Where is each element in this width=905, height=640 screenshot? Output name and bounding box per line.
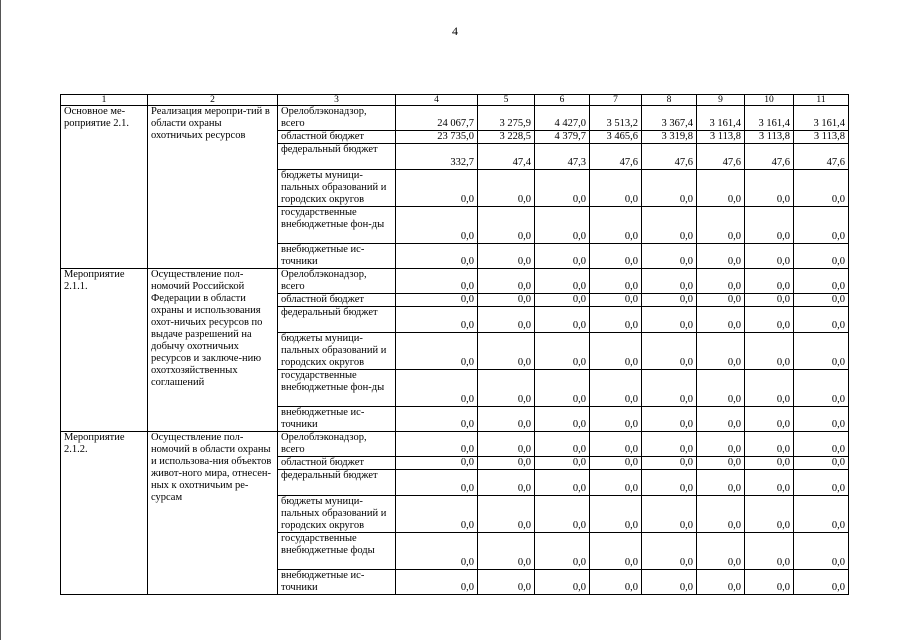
value-cell: 3 161,4 (697, 106, 745, 131)
value-cell: 0,0 (478, 470, 535, 496)
value-cell: 0,0 (642, 269, 697, 294)
value-cell: 0,0 (478, 170, 535, 207)
value-cell: 0,0 (478, 370, 535, 407)
table-row (61, 269, 849, 294)
value-cell: 0,0 (697, 457, 745, 470)
value-cell: 0,0 (745, 307, 794, 333)
funding-source-cell: федеральный бюджет (278, 144, 396, 170)
funding-source-cell: бюджеты муници-пальных образований и городских округов (278, 496, 396, 533)
value-cell: 0,0 (794, 496, 849, 533)
value-cell: 0,0 (745, 496, 794, 533)
value-cell: 0,0 (697, 269, 745, 294)
value-cell: 0,0 (590, 570, 642, 595)
value-cell: 0,0 (396, 207, 478, 244)
value-cell: 0,0 (697, 370, 745, 407)
value-cell: 0,0 (642, 244, 697, 269)
value-cell: 24 067,7 (396, 106, 478, 131)
value-cell: 0,0 (396, 307, 478, 333)
value-cell: 3 161,4 (745, 106, 794, 131)
value-cell: 0,0 (590, 432, 642, 457)
value-cell: 47,6 (794, 144, 849, 170)
value-cell: 0,0 (396, 432, 478, 457)
value-cell: 0,0 (642, 407, 697, 432)
value-cell: 0,0 (590, 370, 642, 407)
value-cell: 0,0 (535, 457, 590, 470)
value-cell: 0,0 (642, 370, 697, 407)
table-row (61, 106, 849, 131)
funding-source-cell: федеральный бюджет (278, 307, 396, 333)
value-cell: 0,0 (535, 407, 590, 432)
value-cell: 47,6 (590, 144, 642, 170)
funding-source-cell: Орелоблэконадзор, всего (278, 269, 396, 294)
value-cell: 0,0 (745, 432, 794, 457)
value-cell: 0,0 (396, 170, 478, 207)
value-cell: 0,0 (535, 294, 590, 307)
column-number-cell: 2 (148, 95, 278, 106)
funding-source-cell: внебюджетные ис-точники (278, 570, 396, 595)
value-cell: 0,0 (535, 370, 590, 407)
value-cell: 0,0 (535, 533, 590, 570)
value-cell: 0,0 (535, 333, 590, 370)
value-cell: 0,0 (478, 457, 535, 470)
value-cell: 0,0 (745, 370, 794, 407)
funding-source-cell: бюджеты муници-пальных образований и городских округов (278, 170, 396, 207)
value-cell: 0,0 (745, 407, 794, 432)
budget-table (60, 94, 849, 595)
value-cell: 0,0 (697, 407, 745, 432)
value-cell: 0,0 (590, 457, 642, 470)
value-cell: 0,0 (535, 307, 590, 333)
description-cell: Осуществление пол-номочий Российской Федерации в области охраны и использования охот-ничьих ресурсов по выдаче разрешений на добычу охотничьих ресурсов и заключе-нию охотхозяйственных соглашений (148, 269, 278, 432)
value-cell: 4 427,0 (535, 106, 590, 131)
value-cell: 0,0 (642, 533, 697, 570)
value-cell: 0,0 (794, 432, 849, 457)
value-cell: 0,0 (697, 307, 745, 333)
funding-source-cell: областной бюджет (278, 457, 396, 470)
funding-source-cell: бюджеты муници-пальных образований и городских округов (278, 333, 396, 370)
value-cell: 0,0 (697, 207, 745, 244)
value-cell: 0,0 (642, 457, 697, 470)
value-cell: 0,0 (590, 269, 642, 294)
value-cell: 0,0 (642, 432, 697, 457)
value-cell: 0,0 (590, 207, 642, 244)
value-cell: 0,0 (590, 407, 642, 432)
column-number-cell: 8 (642, 95, 697, 106)
value-cell: 0,0 (745, 269, 794, 294)
table-body (61, 95, 849, 595)
value-cell: 0,0 (478, 244, 535, 269)
value-cell: 0,0 (396, 457, 478, 470)
value-cell: 0,0 (745, 170, 794, 207)
value-cell: 47,6 (745, 144, 794, 170)
value-cell: 0,0 (396, 294, 478, 307)
value-cell: 0,0 (535, 496, 590, 533)
value-cell: 0,0 (794, 170, 849, 207)
value-cell: 0,0 (396, 496, 478, 533)
funding-source-cell: Орелоблэконадзор, всего (278, 432, 396, 457)
value-cell: 0,0 (745, 533, 794, 570)
table-row (61, 432, 849, 457)
value-cell: 3 113,8 (697, 131, 745, 144)
value-cell: 3 113,8 (745, 131, 794, 144)
value-cell: 0,0 (478, 207, 535, 244)
value-cell: 0,0 (794, 294, 849, 307)
value-cell: 0,0 (794, 533, 849, 570)
value-cell: 3 465,6 (590, 131, 642, 144)
value-cell: 3 367,4 (642, 106, 697, 131)
value-cell: 0,0 (745, 244, 794, 269)
value-cell: 0,0 (590, 470, 642, 496)
value-cell: 0,0 (396, 269, 478, 294)
funding-source-cell: внебюджетные ис-точники (278, 407, 396, 432)
value-cell: 0,0 (590, 496, 642, 533)
value-cell: 0,0 (535, 470, 590, 496)
value-cell: 3 275,9 (478, 106, 535, 131)
value-cell: 0,0 (745, 207, 794, 244)
value-cell: 3 113,8 (794, 131, 849, 144)
value-cell: 0,0 (535, 207, 590, 244)
value-cell: 0,0 (642, 170, 697, 207)
value-cell: 0,0 (697, 244, 745, 269)
column-number-cell: 6 (535, 95, 590, 106)
value-cell: 0,0 (535, 570, 590, 595)
value-cell: 0,0 (642, 333, 697, 370)
value-cell: 0,0 (396, 570, 478, 595)
column-number-cell: 11 (794, 95, 849, 106)
value-cell: 0,0 (535, 170, 590, 207)
value-cell: 0,0 (697, 570, 745, 595)
value-cell: 0,0 (396, 370, 478, 407)
value-cell: 0,0 (590, 170, 642, 207)
value-cell: 0,0 (697, 170, 745, 207)
value-cell: 0,0 (745, 570, 794, 595)
value-cell: 3 228,5 (478, 131, 535, 144)
column-number-cell: 1 (61, 95, 148, 106)
activity-cell: Мероприятие 2.1.2. (61, 432, 148, 595)
value-cell: 0,0 (535, 244, 590, 269)
value-cell: 0,0 (590, 244, 642, 269)
value-cell: 0,0 (590, 294, 642, 307)
value-cell: 0,0 (396, 333, 478, 370)
value-cell: 0,0 (396, 470, 478, 496)
column-number-cell: 9 (697, 95, 745, 106)
value-cell: 3 513,2 (590, 106, 642, 131)
description-cell: Реализация меропри-тий в области охраны охотничьих ресурсов (148, 106, 278, 269)
value-cell: 0,0 (590, 333, 642, 370)
column-number-row (61, 95, 849, 106)
funding-source-cell: государственные внебюджетные фоды (278, 533, 396, 570)
funding-source-cell: областной бюджет (278, 131, 396, 144)
value-cell: 0,0 (642, 470, 697, 496)
value-cell: 0,0 (794, 307, 849, 333)
value-cell: 23 735,0 (396, 131, 478, 144)
value-cell: 3 161,4 (794, 106, 849, 131)
value-cell: 0,0 (745, 294, 794, 307)
value-cell: 0,0 (745, 470, 794, 496)
value-cell: 4 379,7 (535, 131, 590, 144)
funding-source-cell: внебюджетные ис-точники (278, 244, 396, 269)
value-cell: 0,0 (794, 570, 849, 595)
value-cell: 47,6 (642, 144, 697, 170)
column-number-cell: 4 (396, 95, 478, 106)
value-cell: 0,0 (396, 244, 478, 269)
value-cell: 0,0 (478, 307, 535, 333)
value-cell: 0,0 (642, 570, 697, 595)
value-cell: 0,0 (697, 294, 745, 307)
value-cell: 0,0 (478, 269, 535, 294)
value-cell: 0,0 (745, 457, 794, 470)
value-cell: 0,0 (535, 269, 590, 294)
value-cell: 0,0 (478, 294, 535, 307)
column-number-cell: 3 (278, 95, 396, 106)
value-cell: 0,0 (396, 533, 478, 570)
value-cell: 0,0 (478, 496, 535, 533)
value-cell: 0,0 (642, 307, 697, 333)
value-cell: 0,0 (697, 496, 745, 533)
value-cell: 47,6 (697, 144, 745, 170)
value-cell: 0,0 (478, 333, 535, 370)
activity-cell: Основное ме-роприятие 2.1. (61, 106, 148, 269)
value-cell: 0,0 (794, 244, 849, 269)
description-cell: Осуществление пол-номочий в области охраны и использова-ния объектов живот-ного мира, отнесен-ных к охотничьим ре-сурсам (148, 432, 278, 595)
value-cell: 0,0 (794, 470, 849, 496)
column-number-cell: 7 (590, 95, 642, 106)
funding-source-cell: областной бюджет (278, 294, 396, 307)
value-cell: 0,0 (396, 407, 478, 432)
value-cell: 47,4 (478, 144, 535, 170)
activity-cell: Мероприятие 2.1.1. (61, 269, 148, 432)
value-cell: 0,0 (642, 496, 697, 533)
value-cell: 0,0 (794, 370, 849, 407)
value-cell: 0,0 (697, 432, 745, 457)
value-cell: 0,0 (535, 432, 590, 457)
column-number-cell: 5 (478, 95, 535, 106)
value-cell: 0,0 (794, 207, 849, 244)
value-cell: 3 319,8 (642, 131, 697, 144)
value-cell: 47,3 (535, 144, 590, 170)
column-number-cell: 10 (745, 95, 794, 106)
value-cell: 332,7 (396, 144, 478, 170)
value-cell: 0,0 (590, 533, 642, 570)
page-number: 4 (452, 24, 458, 38)
funding-source-cell: Орелоблэконадзор, всего (278, 106, 396, 131)
value-cell: 0,0 (697, 333, 745, 370)
value-cell: 0,0 (794, 333, 849, 370)
value-cell: 0,0 (478, 570, 535, 595)
value-cell: 0,0 (590, 307, 642, 333)
value-cell: 0,0 (697, 533, 745, 570)
value-cell: 0,0 (642, 207, 697, 244)
value-cell: 0,0 (697, 470, 745, 496)
value-cell: 0,0 (478, 407, 535, 432)
value-cell: 0,0 (794, 407, 849, 432)
value-cell: 0,0 (745, 333, 794, 370)
value-cell: 0,0 (642, 294, 697, 307)
value-cell: 0,0 (478, 533, 535, 570)
funding-source-cell: федеральный бюджет (278, 470, 396, 496)
funding-source-cell: государственные внебюджетные фон-ды (278, 207, 396, 244)
value-cell: 0,0 (794, 457, 849, 470)
value-cell: 0,0 (794, 269, 849, 294)
funding-source-cell: государственные внебюджетные фон-ды (278, 370, 396, 407)
value-cell: 0,0 (478, 432, 535, 457)
page-edge (0, 0, 1, 640)
